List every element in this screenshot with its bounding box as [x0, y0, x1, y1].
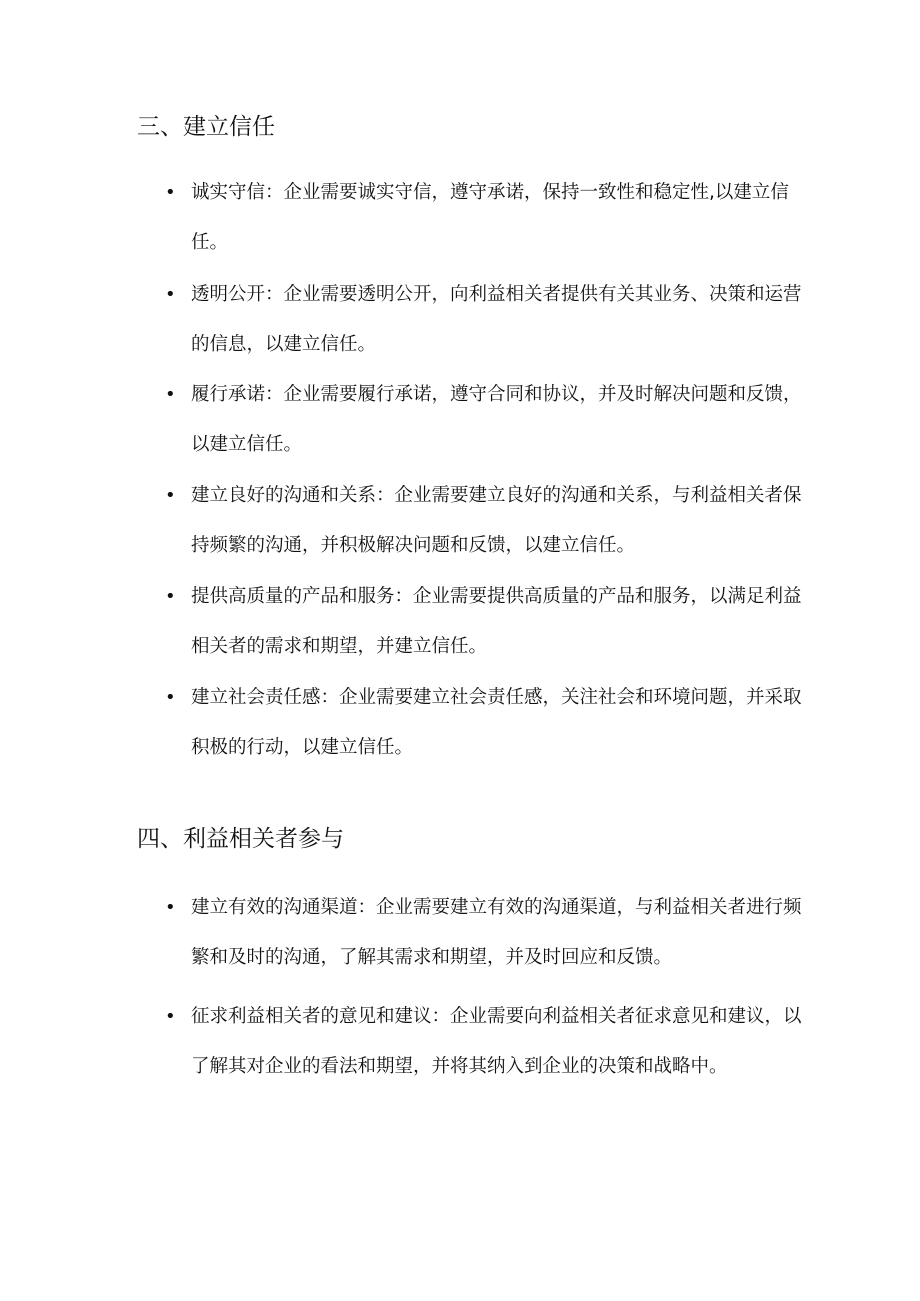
list-item-text: 提供高质量的产品和服务：企业需要提供高质量的产品和服务，以满足利益相关者的需求和期望，并建立信任。: [191, 586, 802, 657]
bullet-icon: •: [165, 182, 176, 203]
bullet-icon: •: [165, 384, 176, 405]
list-item-text: 透明公开：企业需要透明公开，向利益相关者提供有关其业务、决策和运营的信息，以建立信任。: [191, 284, 802, 355]
bullet-icon: •: [165, 284, 176, 305]
list-item-text: 建立有效的沟通渠道：企业需要建立有效的沟通渠道，与利益相关者进行频繁和及时的沟通，了解其需求和期望，并及时回应和反馈。: [191, 897, 802, 968]
list-item-text: 诚实守信：企业需要诚实守信，遵守承诺，保持一致性和稳定性,以建立信任。: [191, 182, 789, 253]
list-item-text: 履行承诺：企业需要履行承诺，遵守合同和协议，并及时解决问题和反馈，以建立信任。: [191, 384, 802, 455]
bullet-icon: •: [165, 1006, 176, 1027]
bullet-icon: •: [165, 897, 176, 918]
bullet-icon: •: [165, 485, 176, 506]
section-heading-stakeholder-participation: 四、利益相关者参与: [137, 826, 344, 852]
list-item-text: 建立良好的沟通和关系：企业需要建立良好的沟通和关系，与利益相关者保持频繁的沟通，并积极解决问题和反馈，以建立信任。: [191, 485, 802, 556]
section-heading-build-trust: 三、建立信任: [137, 114, 275, 140]
list-item-text: 建立社会责任感：企业需要建立社会责任感，关注社会和环境问题，并采取积极的行动，以建立信任。: [191, 687, 802, 758]
bullet-icon: •: [165, 586, 176, 607]
bullet-icon: •: [165, 687, 176, 708]
list-item-text: 征求利益相关者的意见和建议：企业需要向利益相关者征求意见和建议，以了解其对企业的看法和期望，并将其纳入到企业的决策和战略中。: [191, 1006, 802, 1077]
